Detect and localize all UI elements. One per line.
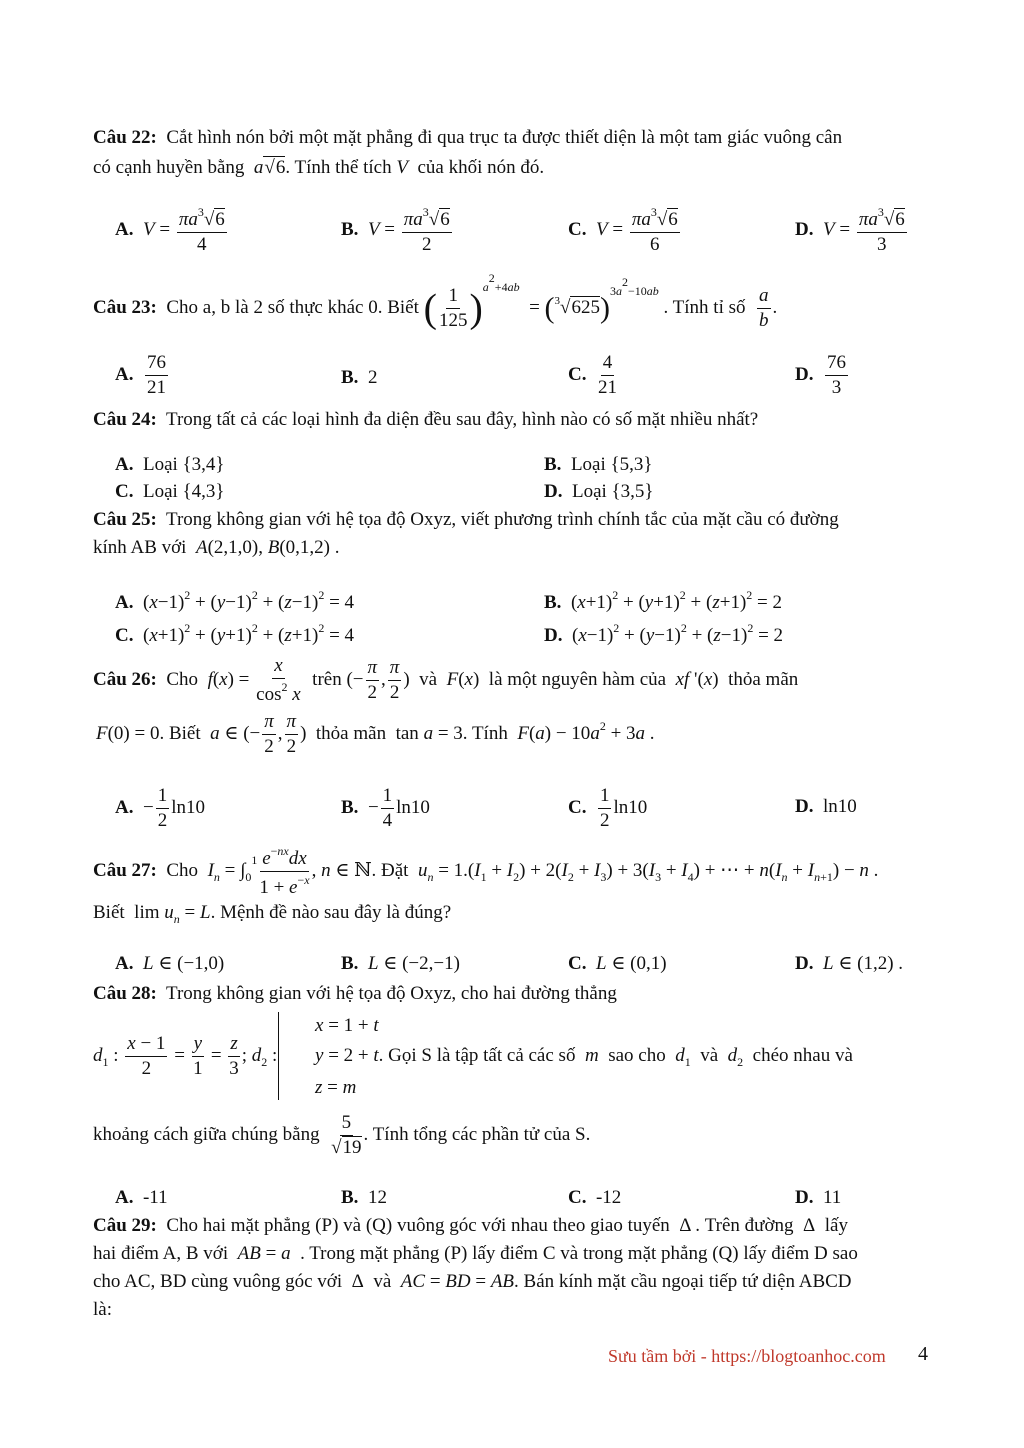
option-label: B. (341, 953, 359, 974)
q29-l1c: lấy (824, 1215, 848, 1236)
q28-line3: khoảng cách giữa chúng bằng $\frac{5}{√19}$ . Tính tổng các phần tử của S. (93, 1112, 591, 1158)
option-label: C. (115, 481, 134, 502)
q24-option-d[interactable] (544, 482, 654, 501)
q29-line3: cho AC, BD cùng vuông góc với Δ và AC = BD = AB. Bán kính mặt cầu ngoại tiếp tứ diện ABCD (93, 1271, 852, 1292)
option-label: D. (795, 218, 814, 240)
option-den: 2 (422, 233, 432, 255)
q22-label: Câu 22: (93, 127, 157, 148)
option-den: 4 (197, 233, 207, 255)
q24-line1 (93, 410, 758, 429)
q27-option-d[interactable]: D. L ∈ (1,2) . (795, 953, 904, 974)
q28-d1: $d_1$ : $\frac{x - 1}{2}$ = $\frac{y}{1}$ = $\frac{z}{3}$ ; $d_2$ : (93, 1033, 278, 1079)
q28-t2: . Gọi S là tập tất cả các số (378, 1045, 576, 1066)
q26-line1: Câu 26: Cho f(x) = $\frac{x}{\cos^2 x}$ trên (− $\frac{\pi}{2}$ , $\frac{\pi}{2}$ ) và F(x) là một nguyên hàm của xf '(x) thỏa mãn (93, 655, 799, 705)
option-label: A. (115, 592, 134, 613)
q23-line1: Câu 23: Cho a, b là 2 số thực khác 0. Biết ( $\frac{1}{125}$ )$^{a^2+4ab} = (^3√625)^{3a^2-10ab}$ . Tính tỉ số $\frac{a}{b}$ . (93, 271, 778, 332)
q29-line2: hai điểm A, B với AB = a . Trong mặt phẳng (P) lấy điểm C và trong mặt phẳng (Q) lấy điểm D sao (93, 1243, 858, 1264)
q22-text2b: . Tính thể tích (285, 157, 392, 178)
q29-l3a: cho AC, BD cùng vuông góc với (93, 1271, 343, 1292)
option-label: D. (544, 481, 563, 502)
q24-option-c[interactable] (115, 482, 225, 501)
q25-option-d[interactable]: D. $(x-1)^2 + (y-1)^2 + (z-1)^2 = 2$ (544, 621, 784, 646)
footer-source[interactable]: Sưu tầm bởi - https://blogtoanhoc.com (608, 1346, 886, 1366)
q27-t4: . Mệnh đề nào sau đây là đúng? (210, 902, 452, 923)
option-label: D. (795, 796, 814, 817)
option-label: A. (115, 363, 134, 385)
q28-eq2: y = 2 + t. Gọi S là tập tất cả các số m sao cho $d_1$ và $d_2$ chéo nhau và (315, 1045, 853, 1069)
q25-text1: Trong không gian với hệ tọa độ Oxyz, viết phương trình chính tắc của mặt cầu có đường (166, 509, 839, 530)
option-label: D. (544, 625, 563, 646)
q22-option-c[interactable]: C. V = $\frac{\pi a^3√6}{6}$ (568, 205, 678, 255)
q26-t6: . Biết (159, 722, 201, 744)
option-value: 11 (822, 1187, 842, 1208)
q28-text1: Trong không gian với hệ tọa độ Oxyz, cho hai đường thẳng (166, 983, 617, 1004)
q26-t8: . Tính (462, 722, 508, 744)
q29-line1: Câu 29: Cho hai mặt phẳng (P) và (Q) vuông góc với nhau theo giao tuyến Δ . Trên đường Δ lấy (93, 1215, 848, 1236)
option-label: A. (115, 1187, 134, 1208)
option-label: C. (568, 218, 587, 240)
q26-t7: thỏa mãn (315, 722, 387, 744)
q27-option-b[interactable]: B. L ∈ (−2,−1) (341, 953, 460, 974)
q23-option-a[interactable] (115, 353, 170, 398)
option-label: B. (544, 592, 562, 613)
q28-eq1: x = 1 + t (315, 1015, 379, 1036)
q29-label: Câu 29: (93, 1215, 157, 1236)
q29-l3c: . Bán kính mặt cầu ngoại tiếp tứ diện ABCD (514, 1271, 852, 1292)
q28-t6: khoảng cách giữa chúng bằng (93, 1123, 320, 1145)
option-value: 12 (367, 1187, 387, 1208)
option-value: -11 (142, 1187, 168, 1208)
q26-option-b[interactable]: B. − $\frac{1}{4}$ ln10 (341, 785, 430, 831)
q26-t5: thỏa mãn (728, 668, 799, 690)
option-label: D. (795, 953, 814, 974)
q28-eq3: z = m (315, 1077, 357, 1098)
q26-label: Câu 26: (93, 668, 157, 690)
option-label: B. (341, 1187, 359, 1208)
q23-option-c[interactable] (568, 353, 619, 398)
option-text: Loại {5,3} (570, 454, 653, 475)
option-den: 6 (650, 233, 660, 255)
option-num: 4 (601, 353, 615, 376)
q28-label: Câu 28: (93, 983, 157, 1004)
q26-option-a[interactable]: A. − $\frac{1}{2}$ ln10 (115, 785, 205, 831)
option-label: A. (115, 953, 134, 974)
q22-text2c: của khối nón đó. (417, 157, 545, 178)
q26-t3: và (419, 668, 438, 690)
q27-option-a[interactable]: A. L ∈ (−1,0) (115, 953, 225, 974)
q26-t4: là một nguyên hàm của (488, 668, 667, 690)
option-den: 21 (146, 376, 166, 398)
option-label: D. (795, 1187, 814, 1208)
q28-t4: và (700, 1045, 719, 1066)
q22-line2: có cạnh huyền bằng a√6. Tính thể tích V của khối nón đó. (93, 157, 545, 178)
q28-t3: sao cho (608, 1045, 666, 1066)
q29-l3b: và (373, 1271, 392, 1292)
q24-text: Trong tất cả các loại hình đa diện đều sau đây, hình nào có số mặt nhiều nhất? (166, 409, 759, 430)
q27-option-c[interactable]: C. L ∈ (0,1) (568, 953, 667, 974)
option-num: 76 (825, 353, 848, 376)
option-label: A. (115, 454, 134, 475)
q28-option-d[interactable] (795, 1188, 841, 1207)
q27-t2: . Đặt (371, 859, 409, 881)
q25-line1 (93, 510, 839, 529)
q27-t3: Biết (93, 902, 125, 923)
q29-l1a: Cho hai mặt phẳng (P) và (Q) vuông góc với nhau theo giao tuyến (166, 1215, 670, 1236)
q28-t7: . Tính tổng các phần tử của S. (363, 1123, 591, 1145)
page-number: 4 (918, 1343, 928, 1365)
option-label: D. (795, 363, 814, 385)
option-den: 21 (597, 376, 617, 398)
option-text: Loại {4,3} (142, 481, 225, 502)
option-den: 3 (831, 376, 842, 398)
q22-line1 (93, 128, 842, 147)
q25-label: Câu 25: (93, 509, 157, 530)
q25-text2: kính AB với (93, 537, 187, 558)
option-num: 76 (145, 353, 168, 376)
option-label: B. (341, 218, 359, 240)
option-value: 2 (367, 367, 378, 388)
q28-t5: chéo nhau và (752, 1045, 853, 1066)
q28-option-c[interactable] (568, 1188, 621, 1207)
q23-option-d[interactable] (795, 353, 850, 398)
q26-option-c[interactable]: C. $\frac{1}{2}$ ln10 (568, 785, 648, 831)
q26-t2: trên (312, 668, 342, 690)
option-label: B. (544, 454, 562, 475)
q28-option-b[interactable] (341, 1188, 387, 1207)
q25-option-c[interactable]: C. $(x+1)^2 + (y+1)^2 + (z+1)^2 = 4$ (115, 621, 355, 646)
q29-l4: là: (93, 1299, 112, 1320)
option-value: -12 (595, 1187, 622, 1208)
q22-option-d[interactable]: D. V = $\frac{\pi a^3√6}{3}$ (795, 205, 905, 255)
q22-option-a[interactable]: A. V = $\frac{\pi a^3√6}{4}$ (115, 205, 225, 255)
option-label: A. (115, 796, 134, 818)
option-label: A. (115, 218, 134, 240)
q24-label: Câu 24: (93, 409, 157, 430)
q29-l2a: hai điểm A, B với (93, 1243, 229, 1264)
q27-t1: Cho (166, 859, 199, 881)
q24-option-a[interactable] (115, 455, 225, 474)
option-label: C. (568, 1187, 587, 1208)
q26-t1: Cho (166, 668, 199, 690)
option-label: C. (568, 796, 587, 818)
q29-line4 (93, 1300, 112, 1319)
q23-text2: . Tính tỉ số (663, 297, 746, 318)
q22-text1: Cắt hình nón bởi một mặt phẳng đi qua trục ta được thiết diện là một tam giác vuông cân (166, 127, 843, 148)
option-label: C. (115, 625, 134, 646)
option-label: C. (568, 953, 587, 974)
q28-line1 (93, 984, 617, 1003)
q23-text1: Cho a, b là 2 số thực khác 0. Biết (166, 297, 419, 318)
q23-label: Câu 23: (93, 297, 157, 318)
q26-option-d[interactable]: D. ln10 (795, 796, 857, 817)
q24-option-b[interactable] (544, 455, 653, 474)
option-label: C. (568, 363, 587, 385)
option-text: Loại {3,4} (142, 454, 225, 475)
q26-line2: F(0) = 0. Biết a ∈ (− $\frac{\pi}{2}$ , $\frac{\pi}{2}$ ) thỏa mãn tan a = 3. Tính $F(a) - 10a^2 + 3a$ . (96, 711, 655, 757)
q28-option-a[interactable] (115, 1188, 168, 1207)
q27-line1: Câu 27: Cho $I_n = \int_0^1$ $\frac{e^{-nx}dx}{1 + e^{-x}}$ , n ∈ ℕ. Đặt $u_n = 1.(I_1 + I_2) + 2(I_2 + I_3) + 3(I_3 + I_4)$ + ⋯ + $n(I_n + I_{n+1}) - n$ . (93, 844, 879, 898)
q27-label: Câu 27: (93, 859, 157, 881)
q25-line2: kính AB với A(2,1,0), B(0,1,2) . (93, 537, 340, 558)
q29-l1b: . Trên đường (695, 1215, 794, 1236)
q22-text2a: có cạnh huyền bằng (93, 157, 245, 178)
q27-line2: Biết $\lim u_n = L$. Mệnh đề nào sau đây là đúng? (93, 902, 452, 926)
q29-l2b: . Trong mặt phẳng (P) lấy điểm C và trong mặt phẳng (Q) lấy điểm D sao (300, 1243, 858, 1264)
option-text: Loại {3,5} (571, 481, 654, 502)
q23-option-b[interactable] (341, 368, 377, 387)
option-label: B. (341, 367, 359, 388)
option-label: B. (341, 796, 359, 818)
option-den: 3 (877, 233, 887, 255)
system-brace (278, 1012, 287, 1100)
q22-option-b[interactable]: B. V = $\frac{\pi a^3√6}{2}$ (341, 205, 450, 255)
q25-option-b[interactable]: B. $(x+1)^2 + (y+1)^2 + (z+1)^2 = 2$ (544, 588, 782, 613)
q25-option-a[interactable]: A. $(x-1)^2 + (y-1)^2 + (z-1)^2 = 4$ (115, 588, 355, 613)
